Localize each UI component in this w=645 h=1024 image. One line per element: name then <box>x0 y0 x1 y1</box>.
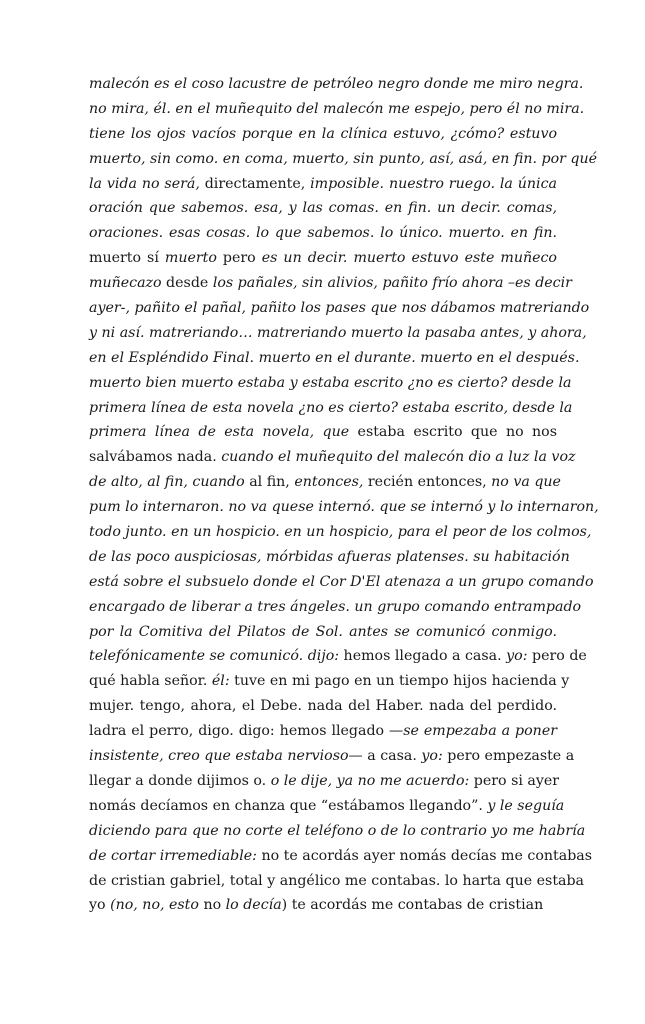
roman-text: al fin, <box>244 474 295 491</box>
italic-text: pum lo internaron. no va quese internó. que se internó y lo internaron, <box>89 499 599 516</box>
text-line <box>89 221 557 246</box>
text-line <box>89 620 557 645</box>
roman-text: no te acordás ayer nomás decías me contabas <box>256 847 593 864</box>
roman-text: tuve en mi pago en un tiempo hijos hacienda y <box>229 673 570 690</box>
body-text <box>89 72 599 918</box>
roman-text: hemos llegado a casa. <box>339 648 507 665</box>
italic-text: (no, no, esto <box>110 897 199 914</box>
roman-text: desde <box>161 275 213 292</box>
roman-text: muerto sí <box>89 250 165 267</box>
text-line <box>89 719 557 744</box>
italic-text: imposible. nuestro ruego. la única <box>310 175 557 192</box>
text-line <box>89 520 592 545</box>
italic-text: de alto, al fin, cuando <box>89 474 245 491</box>
text-line <box>89 72 584 97</box>
italic-text: primera línea de esta novela ¿no es cierto? estaba escrito, desde la <box>89 399 573 416</box>
italic-text: telefónicamente se comunicó. dijo: <box>89 648 340 665</box>
text-line <box>89 844 593 869</box>
italic-text: es un decir. muerto estuvo este muñeco <box>261 250 557 267</box>
italic-text: muerto <box>164 250 217 267</box>
italic-text: ayer-, pañito el pañal, pañito los pases que nos dábamos matreriando <box>89 300 590 317</box>
italic-text: no va que <box>491 474 561 491</box>
roman-text: qué habla señor. <box>89 673 212 690</box>
text-line <box>89 296 590 321</box>
italic-text: está sobre el subsuelo donde el Cor D'El atenaza a un grupo comando <box>89 573 594 590</box>
text-line <box>89 769 560 794</box>
text-line <box>89 445 576 470</box>
italic-text: y ni así. matreriando… matreriando muerto la pasaba antes, y ahora, <box>89 324 587 341</box>
text-line <box>89 97 585 122</box>
text-line <box>89 744 575 769</box>
italic-text: todo junto. en un hospicio. en un hospicio, para el peor de los colmos, <box>89 524 592 541</box>
italic-text: muerto bien muerto estaba y estaba escrito ¿no es cierto? desde la <box>89 374 572 391</box>
roman-text: mujer. tengo, ahora, el Debe. nada del Haber. nada del perdido. <box>89 698 557 715</box>
roman-text: salvábamos nada. <box>89 449 222 466</box>
text-line <box>89 694 557 719</box>
text-line <box>89 246 557 271</box>
roman-text: pero si ayer <box>469 772 560 789</box>
roman-text: yo <box>89 897 111 914</box>
italic-text: encargado de liberar a tres ángeles. un grupo comando entrampado <box>89 598 582 615</box>
text-line <box>89 371 572 396</box>
roman-text: pero <box>216 250 262 267</box>
text-line <box>89 495 599 520</box>
italic-text: y le seguía <box>487 797 565 814</box>
text-line <box>89 869 585 894</box>
roman-text: pero empezaste a <box>442 748 575 765</box>
roman-text: nomás decíamos en chanza que “estábamos llegando”. <box>89 797 488 814</box>
text-line <box>89 346 580 371</box>
italic-text: muñecazo <box>89 275 162 292</box>
italic-text: la vida no será, <box>89 175 200 192</box>
text-line <box>89 570 594 595</box>
italic-text: o le dije, ya no me acuerdo: <box>270 772 470 789</box>
italic-text: oraciones. esas cosas. lo que sabemos. lo único. muerto. en fin. <box>89 225 557 242</box>
roman-text: directamente, <box>199 175 311 192</box>
italic-text: tiene los ojos vacíos porque en la clínica estuvo, ¿cómo? estuvo <box>89 125 557 142</box>
italic-text: yo: <box>421 748 443 765</box>
text-line <box>89 396 573 421</box>
italic-text: diciendo para que no corte el teléfono o de lo contrario yo me habría <box>89 822 586 839</box>
italic-text: malecón es el coso lacustre de petróleo negro donde me miro negra. <box>89 76 584 92</box>
text-line <box>89 794 565 819</box>
text-line <box>89 172 557 197</box>
roman-text: no <box>198 897 226 914</box>
italic-text: entonces, <box>294 474 364 491</box>
text-line <box>89 545 570 570</box>
text-line <box>89 669 570 694</box>
italic-text: primera línea de esta novela, que <box>89 424 350 441</box>
roman-text: ladra el perro, digo. digo: hemos llegado — <box>89 723 404 740</box>
italic-text: en el Espléndido Final. muerto en el durante. muerto en el después. <box>89 349 580 366</box>
italic-text: oración que sabemos. esa, y las comas. en fin. un decir. comas, <box>89 200 557 217</box>
italic-text: lo decía <box>225 897 282 914</box>
text-line <box>89 819 586 844</box>
italic-text: muerto, sin como. en coma, muerto, sin punto, así, asá, en fin. por qué <box>89 150 598 167</box>
text-line <box>89 196 557 221</box>
italic-text: se empezaba a poner <box>403 723 557 740</box>
text-line <box>89 470 561 495</box>
italic-text: insistente, creo que estaba nervioso— <box>89 748 363 765</box>
roman-text: pero de <box>527 648 587 665</box>
italic-text: yo: <box>506 648 528 665</box>
text-line <box>89 595 582 620</box>
text-line <box>89 321 587 346</box>
italic-text: de las poco auspiciosas, mórbidas afueras platenses. su habitación <box>89 548 570 565</box>
roman-text: ) te acordás me contabas de cristian <box>281 897 544 914</box>
text-line <box>89 644 587 669</box>
text-line <box>89 271 572 296</box>
roman-text: recién entonces, <box>363 474 492 491</box>
italic-text: cuando el muñequito del malecón dio a luz la voz <box>221 449 576 466</box>
italic-text: los pañales, sin alivios, pañito frío ahora –es decir <box>212 275 572 292</box>
roman-text: de cristian gabriel, total y angélico me contabas. lo harta que estaba <box>89 872 585 889</box>
text-line <box>89 122 557 147</box>
text-line <box>89 420 557 445</box>
roman-text: llegar a donde dijimos o. <box>89 772 271 789</box>
roman-text: estaba escrito que no nos <box>349 424 557 441</box>
italic-text: no mira, él. en el muñequito del malecón me espejo, pero él no mira. <box>89 100 585 117</box>
text-line <box>89 147 598 172</box>
italic-text: por la Comitiva del Pilatos de Sol. antes se comunicó conmigo. <box>89 623 557 640</box>
roman-text: a casa. <box>362 748 422 765</box>
italic-text: de cortar irremediable: <box>89 847 257 864</box>
text-line <box>89 893 557 918</box>
italic-text: él: <box>211 673 230 690</box>
